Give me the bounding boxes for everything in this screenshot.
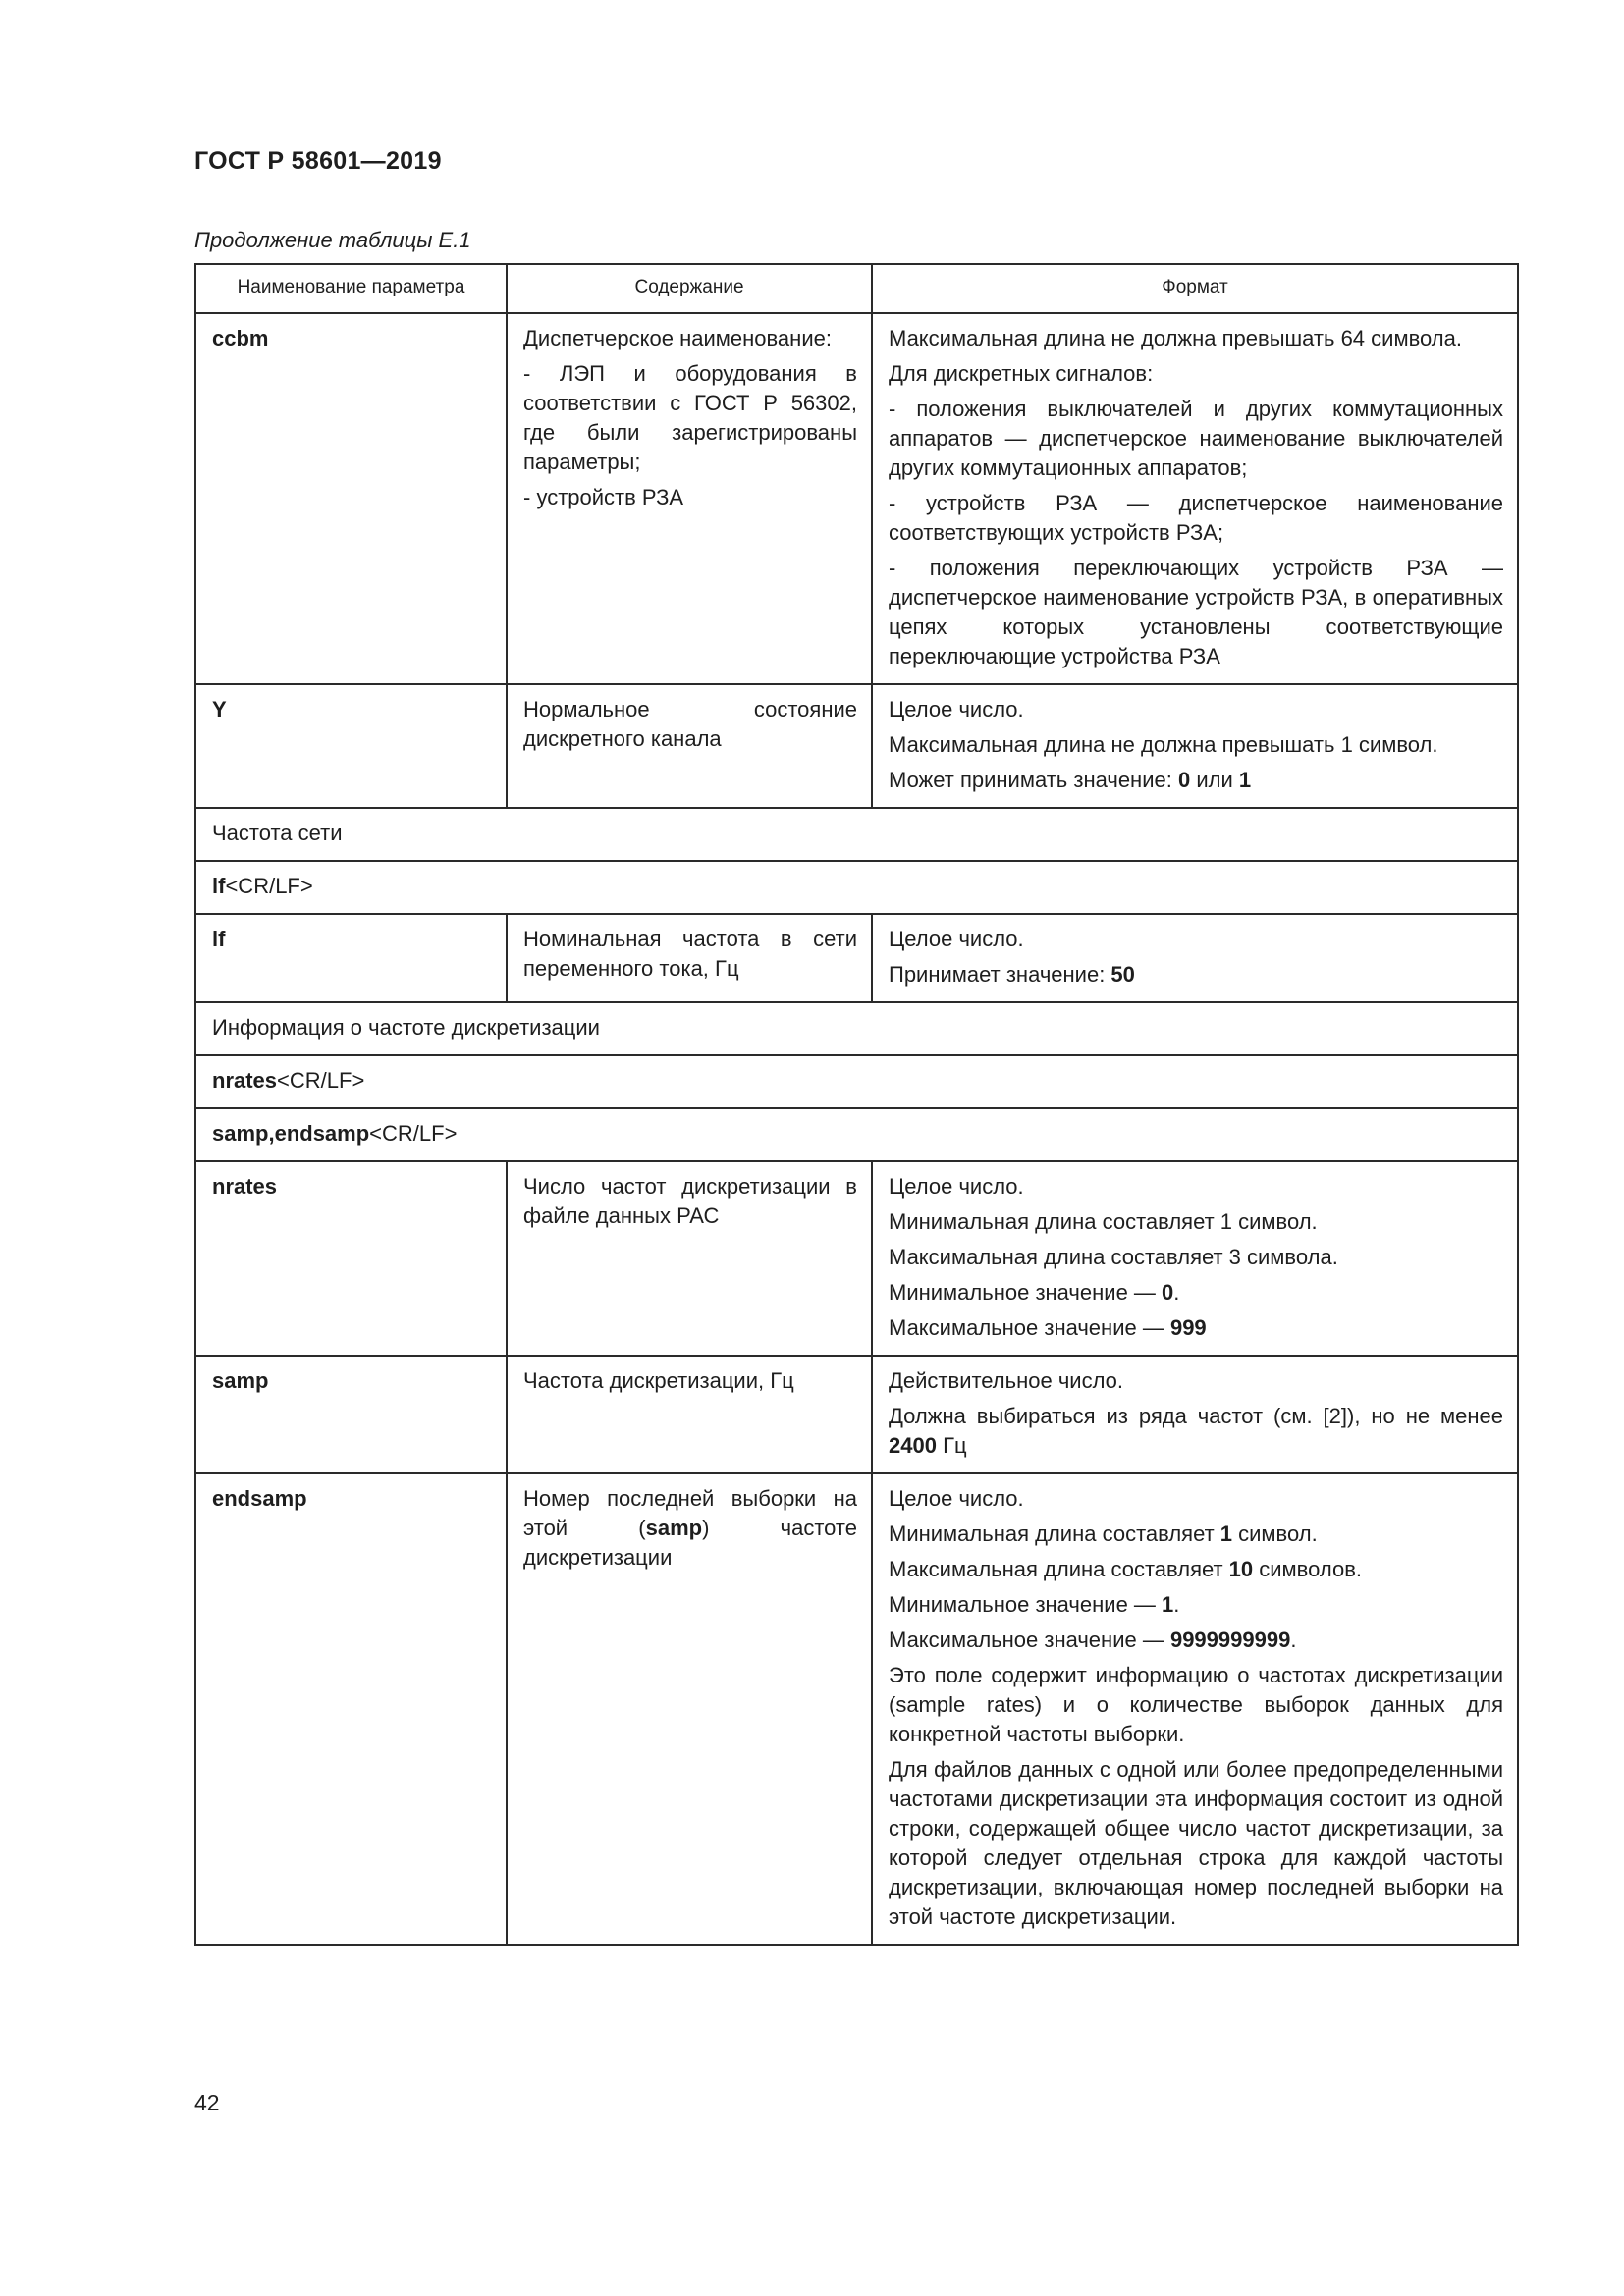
format-text [889, 960, 1503, 989]
parameter-table [194, 263, 1519, 1946]
param-format-samp [872, 1356, 1518, 1473]
format-text-suffix: . [1173, 1280, 1180, 1305]
format-text: Максимальная длина составляет 3 символа. [889, 1245, 1338, 1269]
format-text: Целое число. [889, 1174, 1024, 1199]
format-value: 10 [1228, 1557, 1254, 1581]
table-row [195, 1356, 1518, 1473]
format-text [889, 1590, 1503, 1620]
format-value: 0 [1177, 768, 1191, 792]
format-text: Минимальная длина составляет 1 символ. [889, 1209, 1318, 1234]
param-content-lf: Номинальная частота в сети переменного тока, Гц [507, 914, 872, 1002]
format-text: - положения выключателей и других коммутационных аппаратов — диспетчерское наименование выключателей других коммутационных аппаратов; [889, 397, 1503, 480]
format-text-prefix: Может принимать значение: [889, 768, 1178, 792]
param-content-samp: Частота дискретизации, Гц [507, 1356, 872, 1473]
param-content-y: Нормальное состояние дискретного канала [507, 684, 872, 808]
format-text: - устройств РЗА — диспетчерское наименование соответствующих устройств РЗА; [889, 491, 1503, 545]
format-text-prefix: Максимальная длина составляет [889, 1557, 1229, 1581]
content-keyword: samp [645, 1516, 703, 1540]
param-content-nrates: Число частот дискретизации в файле данных РАС [507, 1161, 872, 1356]
header-format: Формат [872, 264, 1518, 313]
format-text: Для дискретных сигналов: [889, 361, 1154, 386]
format-text [889, 1555, 1503, 1584]
param-name-ccbm: ccbm [195, 313, 507, 684]
syntax-terminator: <CR/LF> [225, 874, 313, 898]
format-text-prefix: Максимальное значение — [889, 1315, 1170, 1340]
content-text-suffix: ) частоте дискретизации [523, 1516, 857, 1570]
param-name-y: Y [195, 684, 507, 808]
format-text-prefix: Должна выбираться из ряда частот (см. [2]), но не менее [889, 1404, 1503, 1428]
format-text [889, 1278, 1503, 1308]
format-value: 9999999999 [1169, 1628, 1291, 1652]
table-row [195, 1002, 1518, 1055]
content-text-prefix: Номер последней выборки на этой ( [523, 1486, 857, 1540]
format-value: 1 [1162, 1592, 1174, 1617]
table-row [195, 684, 1518, 808]
param-name-lf: lf [195, 914, 507, 1002]
format-text: - положения переключающих устройств РЗА — диспетчерское наименование устройств РЗА, в оперативных цепях которых установлены соответствующие переключающие устройства РЗА [889, 556, 1503, 668]
table-row [195, 1055, 1518, 1108]
header-parameter-name: Наименование параметра [195, 264, 507, 313]
format-text [889, 1402, 1503, 1461]
syntax-line-samp-endsamp [195, 1108, 1518, 1161]
format-text: Это поле содержит информацию о частотах дискретизации (sample rates) и о количестве выборок данных для конкретной частоты выборки. [889, 1663, 1503, 1746]
format-text-prefix: Минимальное значение — [889, 1592, 1163, 1617]
table-row [195, 808, 1518, 861]
format-value: 999 [1169, 1315, 1207, 1340]
format-text-suffix: . [1290, 1628, 1297, 1652]
syntax-keyword: nrates [212, 1068, 278, 1093]
content-text: - ЛЭП и оборудования в соответствии с ГОСТ Р 56302, где были зарегистрированы параметры; [523, 361, 857, 474]
param-name-samp: samp [195, 1356, 507, 1473]
format-value: 2400 [889, 1433, 937, 1458]
format-value: 1 [1219, 1522, 1233, 1546]
syntax-line-nrates [195, 1055, 1518, 1108]
format-text [889, 766, 1503, 795]
format-text-suffix: символ. [1232, 1522, 1318, 1546]
format-text: Действительное число. [889, 1368, 1124, 1393]
param-content-endsamp [507, 1473, 872, 1945]
syntax-terminator: <CR/LF> [277, 1068, 365, 1093]
format-text: Целое число. [889, 697, 1024, 721]
table-row [195, 914, 1518, 1002]
format-text [889, 1626, 1503, 1655]
syntax-keyword: samp,endsamp [212, 1121, 370, 1146]
document-code-header: ГОСТ Р 58601—2019 [194, 147, 442, 175]
format-value: 50 [1110, 962, 1135, 987]
param-format-y [872, 684, 1518, 808]
format-text [889, 1313, 1503, 1343]
section-title-sampling-info: Информация о частоте дискретизации [195, 1002, 1518, 1055]
format-text [889, 1520, 1503, 1549]
format-value: 0 [1162, 1280, 1174, 1305]
table-row [195, 313, 1518, 684]
table-row [195, 1473, 1518, 1945]
content-text: Диспетчерское наименование: [523, 326, 832, 350]
format-text-prefix: Максимальное значение — [889, 1628, 1170, 1652]
param-format-endsamp [872, 1473, 1518, 1945]
table-row [195, 1161, 1518, 1356]
format-text: Максимальная длина не должна превышать 64 символа. [889, 326, 1462, 350]
format-text: Целое число. [889, 927, 1024, 951]
syntax-keyword: lf [212, 874, 226, 898]
param-name-endsamp: endsamp [195, 1473, 507, 1945]
content-text: - устройств РЗА [523, 485, 684, 509]
format-value: 1 [1238, 768, 1252, 792]
table-row [195, 1108, 1518, 1161]
format-text-prefix: Минимальная длина составляет [889, 1522, 1220, 1546]
format-text: Целое число. [889, 1486, 1024, 1511]
page-number: 42 [194, 2090, 220, 2115]
param-content-ccbm [507, 313, 872, 684]
param-name-nrates: nrates [195, 1161, 507, 1356]
format-text-suffix: символов. [1253, 1557, 1362, 1581]
param-format-nrates [872, 1161, 1518, 1356]
syntax-terminator: <CR/LF> [369, 1121, 458, 1146]
table-caption: Продолжение таблицы Е.1 [194, 228, 471, 252]
format-text-suffix: Гц [936, 1433, 967, 1458]
section-title-network-frequency: Частота сети [195, 808, 1518, 861]
format-text-suffix: . [1173, 1592, 1180, 1617]
format-text-prefix: Минимальное значение — [889, 1280, 1163, 1305]
param-format-ccbm [872, 313, 1518, 684]
format-text: Для файлов данных с одной или более предопределенными частотами дискретизации эта информация состоит из одной строки, содержащей общее число частот дискретизации, за которой следует отдельная строка для каждой частоты дискретизации, включающая номер последней выборки на этой частоте дискретизации. [889, 1757, 1503, 1929]
table-header-row [195, 264, 1518, 313]
format-text-mid: или [1190, 768, 1239, 792]
syntax-line-lf [195, 861, 1518, 914]
format-text: Максимальная длина не должна превышать 1 символ. [889, 732, 1438, 757]
table-row [195, 861, 1518, 914]
header-content: Содержание [507, 264, 872, 313]
format-text-prefix: Принимает значение: [889, 962, 1111, 987]
param-format-lf [872, 914, 1518, 1002]
